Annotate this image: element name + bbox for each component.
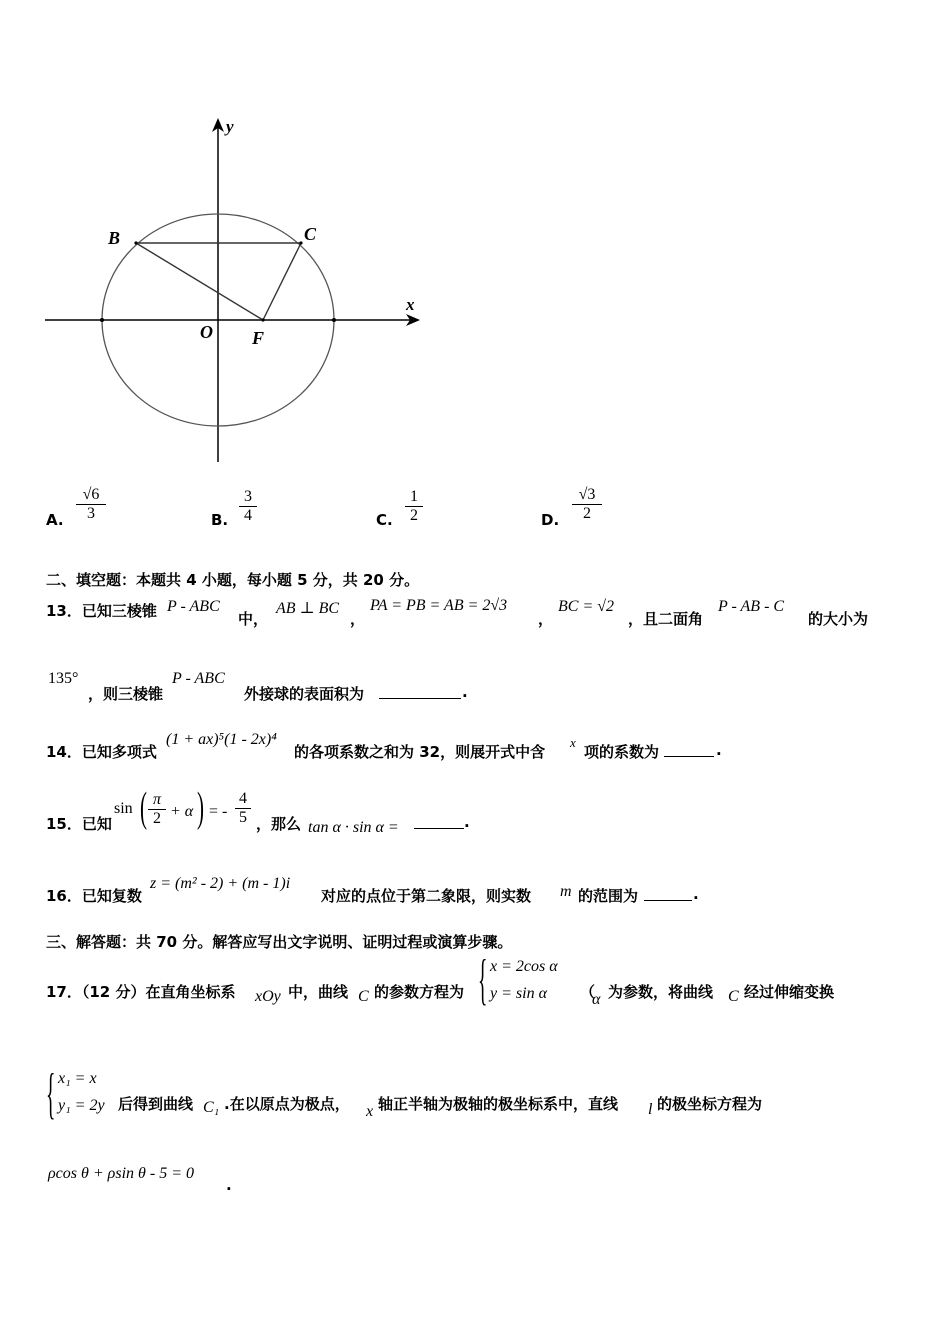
- geometry-figure: [40, 110, 440, 470]
- q14-line: 14．已知多项式: [46, 743, 157, 761]
- q17-math10: ρcos θ + ρsin θ - 5 = 0: [48, 1165, 194, 1182]
- q13-answer-blank[interactable]: [379, 686, 461, 699]
- q17-lead: 17．（12 分）在直角坐标系: [46, 983, 236, 1001]
- q13-text3: ，: [350, 610, 366, 628]
- q15-pi-frac: π 2: [148, 791, 166, 828]
- q15-four-fifths: 4 5: [235, 790, 251, 827]
- option-a-fraction: √6 3: [76, 486, 106, 523]
- q17-math5: C: [728, 988, 739, 1005]
- q14-math1: (1 + ax)⁵(1 - 2x)⁴: [166, 731, 277, 748]
- q13-text8: 外接球的表面积为: [244, 685, 365, 703]
- q17-text11: .: [226, 1176, 232, 1194]
- q14-answer-blank[interactable]: [664, 744, 714, 757]
- q16-math2: m: [560, 883, 572, 900]
- option-a-letter: A.: [46, 511, 64, 529]
- q17-math8: x: [366, 1103, 374, 1120]
- q16-answer-blank[interactable]: [644, 888, 692, 901]
- q13-math6: 135°: [48, 670, 79, 687]
- label-o: O: [200, 322, 213, 342]
- q16-text2: 对应的点位于第二象限，则实数: [321, 887, 532, 905]
- point-left: [100, 318, 104, 322]
- q16-num: 16．已知复数: [46, 887, 142, 905]
- point-b: [134, 241, 137, 244]
- q17-text7: 后得到曲线: [118, 1095, 194, 1113]
- q13-text7: ，则三棱锥: [88, 685, 164, 703]
- q17-brace2: {: [46, 1063, 56, 1125]
- point-c: [299, 241, 302, 244]
- section2-heading: 二、填空题：本题共 4 小题，每小题 5 分，共 20 分。: [46, 571, 420, 589]
- q17-system1-b: y = sin α: [490, 985, 547, 1002]
- q13-text5: ，且二面角: [628, 610, 704, 628]
- q14-text2: 的各项系数之和为 32，则展开式中含: [294, 743, 546, 761]
- q17-text2: 中，曲线: [288, 983, 349, 1001]
- q13-math1: P - ABC: [167, 598, 220, 615]
- point-right: [332, 318, 336, 322]
- q17-text9: 轴正半轴为极轴的极坐标系中，直线: [378, 1095, 619, 1113]
- q13-math5: P - AB - C: [718, 598, 785, 615]
- q13-math2: AB ⊥ BC: [276, 600, 340, 617]
- q14-text3: 项的系数为: [584, 743, 660, 761]
- q15-text3: .: [464, 813, 470, 831]
- q17-math7: C₁: [203, 1099, 220, 1116]
- option-b-fraction: 3 4: [239, 488, 257, 525]
- q13-math7: P - ABC: [172, 670, 225, 687]
- option-c-letter: C.: [376, 511, 393, 529]
- q17-text4: （: [580, 983, 596, 1001]
- q13-math4: BC = √2: [558, 598, 615, 615]
- q13-math3: PA = PB = AB = 2√3: [370, 597, 508, 614]
- q15-num: 15．已知: [46, 815, 112, 833]
- q14-text4: .: [716, 741, 722, 759]
- label-y: y: [226, 117, 234, 136]
- q15-sin: sin: [114, 800, 133, 817]
- q15-answer-blank[interactable]: [414, 816, 464, 829]
- q17-math4: α: [592, 991, 601, 1008]
- option-c-fraction: 1 2: [405, 488, 423, 525]
- label-f: F: [252, 328, 265, 348]
- q17-text6: 经过伸缩变换: [744, 983, 835, 1001]
- q13-line1: 13．已知三棱锥: [46, 602, 157, 620]
- q15-eq: = -: [209, 803, 228, 820]
- q15-paren-right: ): [197, 785, 204, 831]
- option-d-letter: D.: [541, 511, 560, 529]
- q16-text4: .: [693, 885, 699, 903]
- q16-math1: z = (m² - 2) + (m - 1)i: [150, 875, 291, 892]
- section3-heading: 三、解答题：共 70 分。解答应写出文字说明、证明过程或演算步骤。: [46, 933, 513, 951]
- segment-bf: [136, 243, 263, 320]
- q17-text3: 的参数方程为: [374, 983, 465, 1001]
- q17-text10: 的极坐标方程为: [657, 1095, 763, 1113]
- q17-system1-a: x = 2cos α: [490, 958, 558, 975]
- q15-math2: tan α · sin α =: [308, 819, 399, 836]
- q17-math2: C: [358, 988, 369, 1005]
- option-b-letter: B.: [211, 511, 229, 529]
- q15-paren-left: (: [140, 785, 147, 831]
- q15-text2: ，那么: [256, 815, 302, 833]
- label-c: C: [304, 224, 317, 244]
- q17-text5: 为参数，将曲线: [608, 983, 714, 1001]
- q17-text8: .在以原点为极点，: [224, 1095, 350, 1113]
- q13-text9: .: [462, 683, 468, 701]
- label-x: x: [406, 295, 415, 314]
- q17-math9: l: [648, 1101, 653, 1118]
- q17-system2-a: x₁ = x: [58, 1070, 97, 1087]
- q17-brace1: {: [478, 949, 488, 1011]
- q13-text4: ，: [538, 610, 554, 628]
- q16-text3: 的范围为: [578, 887, 639, 905]
- q14-math2: x: [570, 735, 576, 750]
- option-d-fraction: √3 2: [572, 486, 602, 523]
- q13-text2: 中，: [238, 610, 269, 628]
- q15-plus-alpha: + α: [170, 803, 194, 820]
- point-f: [261, 318, 264, 321]
- q13-text6: 的大小为: [808, 610, 869, 628]
- label-b: B: [108, 228, 121, 248]
- segment-cf: [263, 243, 301, 320]
- q17-math1: xOy: [255, 988, 281, 1005]
- q17-system2-b: y₁ = 2y: [58, 1097, 105, 1114]
